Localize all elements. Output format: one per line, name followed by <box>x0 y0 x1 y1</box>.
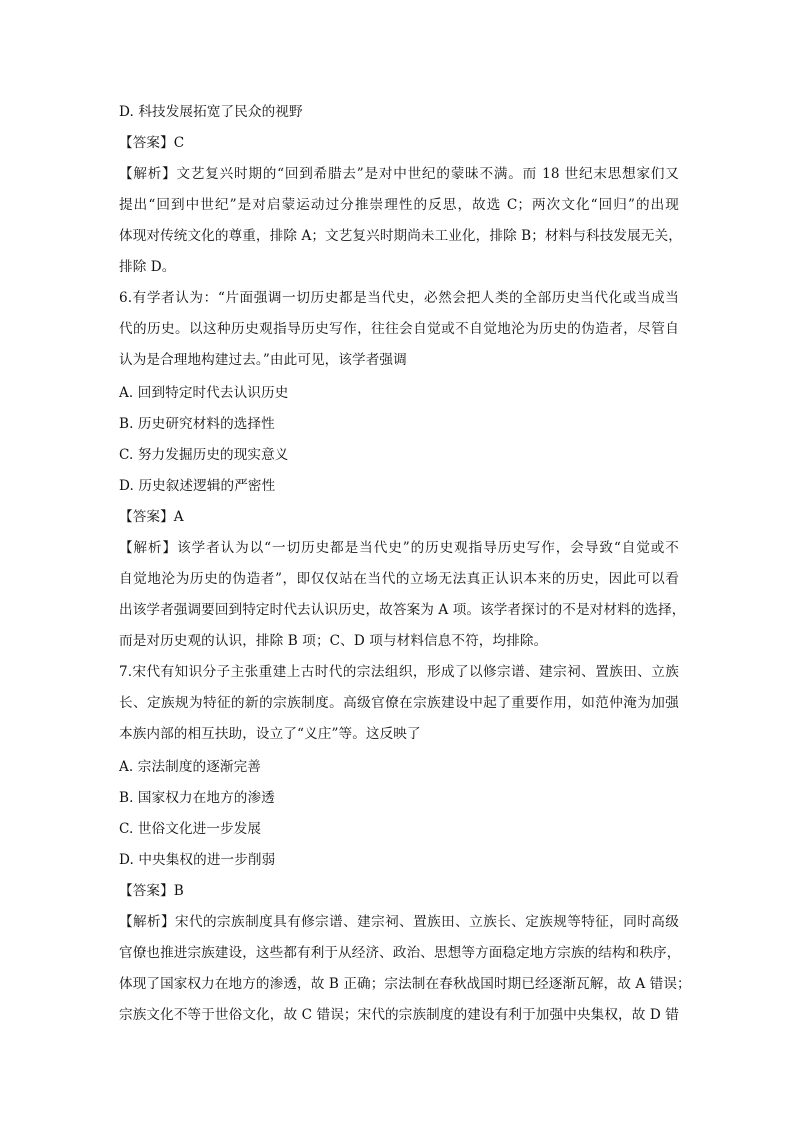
analysis-q6-line3: 出该学者强调要回到特定时代去认识历史，故答案为 A 项。该学者探讨的不是对材料的选择， <box>119 602 686 618</box>
analysis-q6-line1: 【解析】该学者认为以“一切历史都是当代史”的历史观指导历史写作，会导致“自觉或不 <box>119 540 679 556</box>
analysis-q7-line4: 宗族文化不等于世俗文化，故 C 错误；宋代的宗族制度的建设有利于加强中央集权，故 D 错 <box>119 1007 679 1023</box>
question-6-line1: 6.有学者认为：“片面强调一切历史都是当代史，必然会把人类的全部历史当代化或当成当 <box>119 290 679 306</box>
analysis-q5-line4: 排除 D。 <box>119 259 176 275</box>
question-6-line2: 代的历史。以这种历史观指导历史写作，往往会自觉或不自觉地沦为历史的伪造者，尽管自 <box>119 321 679 337</box>
option-b-q7: B. 国家权力在地方的渗透 <box>119 790 275 806</box>
option-d-q7: D. 中央集权的进一步削弱 <box>119 852 276 868</box>
option-c-q6: C. 努力发掘历史的现实意义 <box>119 447 289 463</box>
option-a-q7: A. 宗法制度的逐渐完善 <box>119 759 262 775</box>
analysis-q7-line3: 体现了国家权力在地方的渗透，故 B 正确；宗法制在春秋战国时期已经逐渐瓦解，故 A 错误； <box>119 976 691 992</box>
answer-q5: 【答案】C <box>119 135 185 151</box>
option-b-q6: B. 历史研究材料的选择性 <box>119 416 275 432</box>
analysis-q6-line4: 而是对历史观的认识，排除 B 项；C、D 项与材料信息不符，均排除。 <box>119 633 548 649</box>
option-c-q7: C. 世俗文化进一步发展 <box>119 821 262 837</box>
question-7-line2: 长、定族规为特征的新的宗族制度。高级官僚在宗族建设中起了重要作用，如范仲淹为加强 <box>119 695 679 711</box>
question-7-line3: 本族内部的相互扶助，设立了“义庄”等。这反映了 <box>119 726 421 742</box>
question-7-line1: 7.宋代有知识分子主张重建上古时代的宗法组织，形成了以修宗谱、建宗祠、置族田、立族 <box>119 664 679 680</box>
option-d-q6: D. 历史叙述逻辑的严密性 <box>119 478 276 494</box>
option-a-q6: A. 回到特定时代去认识历史 <box>119 385 289 401</box>
analysis-q7-line2: 官僚也推进宗族建设，这些都有利于从经济、政治、思想等方面稳定地方宗族的结构和秩序， <box>119 945 681 961</box>
analysis-q6-line2: 自觉地沦为历史的伪造者”，即仅仅站在当代的立场无法真正认识本来的历史，因此可以看 <box>119 571 679 587</box>
analysis-q7-line1: 【解析】宋代的宗族制度具有修宗谱、建宗祠、置族田、立族长、定族规等特征，同时高级 <box>119 914 679 930</box>
answer-q7: 【答案】B <box>119 883 184 899</box>
analysis-q5-line1: 【解析】文艺复兴时期的“回到希腊去”是对中世纪的蒙昧不满。而 18 世纪末思想家们又 <box>119 166 679 182</box>
analysis-q5-line2: 提出“回到中世纪”是对启蒙运动过分推崇理性的反思，故选 C；两次文化“回归”的出现 <box>119 197 679 213</box>
question-6-line3: 认为是合理地构建过去。”由此可见，该学者强调 <box>119 352 407 368</box>
option-d-q5: D. 科技发展拓宽了民众的视野 <box>119 104 303 120</box>
analysis-q5-line3: 体现对传统文化的尊重，排除 A；文艺复兴时期尚未工业化，排除 B；材料与科技发展无关， <box>119 228 682 244</box>
answer-q6: 【答案】A <box>119 509 184 525</box>
